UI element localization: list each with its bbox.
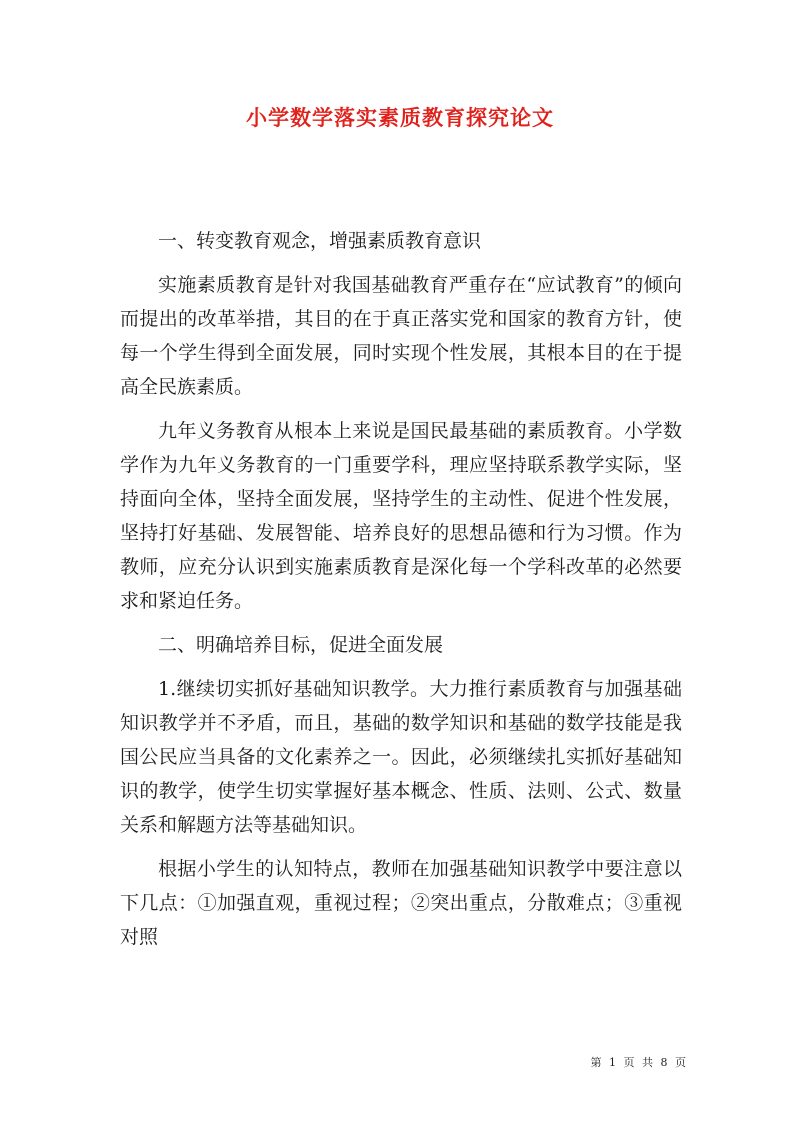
paragraph-4: 根据小学生的认知特点，教师在加强基础知识教学中要注意以下几点：①加强直观，重视过程；②突出重点，分散难点；③重视对照 (120, 858, 682, 948)
paragraph-3: 1.继续切实抓好基础知识教学。大力推行素质教育与加强基础知识教学并不矛盾，而且，基础的数学知识和基础的数学技能是我国公民应当具备的文化素养之一。因此，必须继续扎实抓好基础知识的教学，使学生切实掌握好基本概念、性质、法则、公式、数量关系和解题方法等基础知识。 (120, 678, 682, 836)
paragraph-2: 九年义务教育从根本上来说是国民最基础的素质教育。小学数学作为九年义务教育的一门重要学科，理应坚持联系教学实际，坚持面向全体，坚持全面发展，坚持学生的主动性、促进个性发展，坚持打好基础、发展智能、培养良好的思想品德和行为习惯。作为教师，应充分认识到实施素质教育是深化每一个学科改革的必然要求和紧迫任务。 (120, 420, 682, 612)
section-heading-1: 一、转变教育观念，增强素质教育意识 (158, 230, 482, 252)
page-number-footer: 第 1 页 共 8 页 (590, 1056, 688, 1069)
document-body (120, 224, 682, 964)
document-title: 小学数学落实素质教育探究论文 (246, 105, 554, 130)
section-heading-2: 二、明确培养目标，促进全面发展 (158, 634, 444, 656)
paragraph-1: 实施素质教育是针对我国基础教育严重存在“应试教育”的倾向而提出的改革举措，其目的在于真正落实党和国家的教育方针，使每一个学生得到全面发展，同时实现个性发展，其根本目的在于提高全民族素质。 (120, 274, 682, 398)
